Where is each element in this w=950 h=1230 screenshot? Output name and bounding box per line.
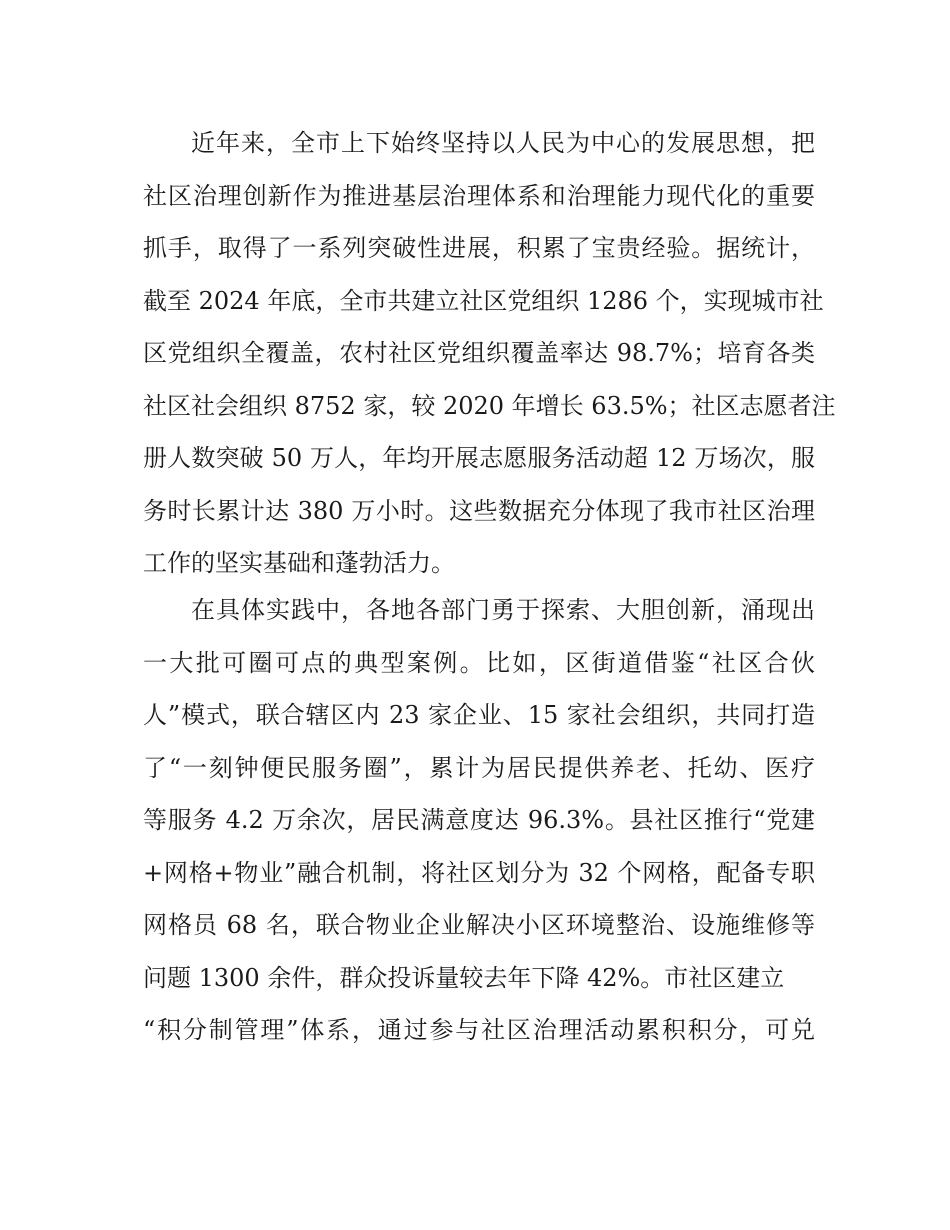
paragraph-line: 务时长累计达 380 万小时。这些数据充分体现了我市社区治理 (143, 496, 815, 525)
paragraph-line: 问题 1300 余件，群众投诉量较去年下降 42%。市社区建立 (143, 963, 785, 992)
paragraph-line: 工作的坚实基础和蓬勃活力。 (143, 549, 455, 577)
paragraph-line: “积分制管理”体系，通过参与社区治理活动累积积分，可兑 (143, 1016, 815, 1044)
paragraph-line: 网格员 68 名，联合物业企业解决小区环境整治、设施维修等 (143, 911, 815, 939)
paragraph-line: 了“一刻钟便民服务圈”，累计为居民提供养老、托幼、医疗 (143, 753, 815, 782)
paragraph-line: 近年来，全市上下始终坚持以人民为中心的发展思想，把 (191, 129, 815, 157)
paragraph-2 (143, 584, 815, 1057)
paragraph-line: 在具体实践中，各地各部门勇于探索、大胆创新，涌现出 (191, 596, 815, 624)
paragraph-line: 册人数突破 50 万人，年均开展志愿服务活动超 12 万场次，服 (143, 444, 815, 472)
paragraph-line: 抓手，取得了一系列突破性进展，积累了宝贵经验。据统计， (143, 234, 815, 262)
paragraph-1 (143, 117, 836, 590)
paragraph-line: 社区治理创新作为推进基层治理体系和治理能力现代化的重要 (143, 181, 815, 210)
paragraph-line: +网格+物业”融合机制，将社区划分为 32 个网格，配备专职 (143, 858, 815, 887)
paragraph-line: 一大批可圈可点的典型案例。比如，区街道借鉴“社区合伙 (143, 648, 815, 677)
paragraph-line: 区党组织全覆盖，农村社区党组织覆盖率达 98.7%；培育各类 (143, 339, 815, 367)
paragraph-line: 社区社会组织 8752 家，较 2020 年增长 63.5%；社区志愿者注 (143, 391, 836, 420)
paragraph-line: 截至 2024 年底，全市共建立社区党组织 1286 个，实现城市社 (143, 286, 824, 315)
paragraph-line: 等服务 4.2 万余次，居民满意度达 96.3%。县社区推行“党建 (143, 806, 815, 834)
paragraph-line: 人”模式，联合辖区内 23 家企业、15 家社会组织，共同打造 (143, 701, 815, 729)
